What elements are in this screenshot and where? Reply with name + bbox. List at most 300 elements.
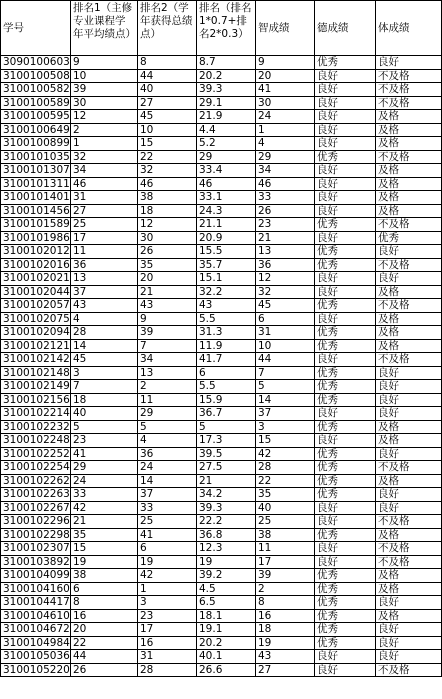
cell-rank1: 26 (71, 663, 138, 677)
cell-rank2: 36 (138, 447, 197, 461)
table-row (1, 663, 442, 677)
cell-physical-score: 良好 (376, 407, 442, 421)
table-row (1, 488, 442, 502)
cell-intellect-score: 41 (256, 83, 315, 97)
cell-rank1: 40 (71, 407, 138, 421)
cell-combined-rank: 26.6 (197, 663, 256, 677)
cell-moral-score: 优秀 (315, 299, 376, 313)
table-row (1, 299, 442, 313)
cell-intellect-score: 23 (256, 218, 315, 232)
table-row (1, 515, 442, 529)
cell-moral-score: 优秀 (315, 582, 376, 596)
cell-combined-rank: 5 (197, 420, 256, 434)
cell-student-id: 3100102248 (1, 434, 71, 448)
cell-student-id: 3100100582 (1, 83, 71, 97)
cell-moral-score: 良好 (315, 137, 376, 151)
cell-combined-rank: 36.7 (197, 407, 256, 421)
cell-physical-score: 不及格 (376, 353, 442, 367)
cell-physical-score: 良好 (376, 56, 442, 70)
table-row (1, 218, 442, 232)
cell-rank1: 19 (71, 555, 138, 569)
cell-combined-rank: 31.3 (197, 326, 256, 340)
cell-student-id: 3100102121 (1, 339, 71, 353)
table-row (1, 555, 442, 569)
cell-student-id: 3100102254 (1, 461, 71, 475)
cell-rank1: 4 (71, 312, 138, 326)
cell-intellect-score: 34 (256, 164, 315, 178)
cell-student-id: 3100100649 (1, 123, 71, 137)
cell-intellect-score: 31 (256, 326, 315, 340)
cell-moral-score: 优秀 (315, 488, 376, 502)
header-rank1: 排名1（主修专业课程学年平均绩点） (71, 1, 138, 56)
cell-rank1: 15 (71, 542, 138, 556)
cell-rank2: 1 (138, 582, 197, 596)
cell-rank1: 34 (71, 164, 138, 178)
cell-combined-rank: 39.5 (197, 447, 256, 461)
cell-rank2: 28 (138, 663, 197, 677)
cell-rank2: 10 (138, 123, 197, 137)
cell-student-id: 3100104672 (1, 623, 71, 637)
table-body (1, 56, 442, 677)
cell-moral-score: 良好 (315, 164, 376, 178)
table-row (1, 461, 442, 475)
cell-intellect-score: 45 (256, 299, 315, 313)
cell-moral-score: 优秀 (315, 609, 376, 623)
cell-rank1: 43 (71, 299, 138, 313)
cell-intellect-score: 42 (256, 447, 315, 461)
cell-combined-rank: 19.1 (197, 623, 256, 637)
cell-intellect-score: 39 (256, 569, 315, 583)
cell-intellect-score: 44 (256, 353, 315, 367)
cell-intellect-score: 36 (256, 258, 315, 272)
cell-intellect-score: 21 (256, 231, 315, 245)
cell-student-id: 3100101307 (1, 164, 71, 178)
cell-combined-rank: 5.5 (197, 380, 256, 394)
cell-moral-score: 优秀 (315, 447, 376, 461)
table-row (1, 231, 442, 245)
cell-moral-score: 良好 (315, 542, 376, 556)
cell-rank2: 44 (138, 69, 197, 83)
cell-moral-score: 优秀 (315, 623, 376, 637)
cell-rank1: 20 (71, 623, 138, 637)
cell-combined-rank: 15.1 (197, 272, 256, 286)
table-row (1, 407, 442, 421)
cell-intellect-score: 27 (256, 663, 315, 677)
cell-intellect-score: 25 (256, 515, 315, 529)
table-row (1, 569, 442, 583)
cell-intellect-score: 16 (256, 609, 315, 623)
cell-rank1: 39 (71, 83, 138, 97)
cell-moral-score: 良好 (315, 353, 376, 367)
table-row (1, 542, 442, 556)
cell-intellect-score: 40 (256, 501, 315, 515)
header-moral-score: 德成绩 (315, 1, 376, 56)
cell-intellect-score: 13 (256, 245, 315, 259)
cell-intellect-score: 37 (256, 407, 315, 421)
cell-moral-score: 良好 (315, 434, 376, 448)
table-row (1, 393, 442, 407)
cell-combined-rank: 34.2 (197, 488, 256, 502)
cell-student-id: 3100104610 (1, 609, 71, 623)
table-row (1, 56, 442, 70)
cell-intellect-score: 8 (256, 596, 315, 610)
cell-moral-score: 良好 (315, 110, 376, 124)
cell-combined-rank: 11.9 (197, 339, 256, 353)
cell-physical-score: 不及格 (376, 96, 442, 110)
cell-rank1: 37 (71, 285, 138, 299)
cell-moral-score: 良好 (315, 204, 376, 218)
cell-rank1: 12 (71, 110, 138, 124)
cell-intellect-score: 26 (256, 204, 315, 218)
cell-moral-score: 优秀 (315, 326, 376, 340)
header-intellect-score: 智成绩 (256, 1, 315, 56)
cell-moral-score: 良好 (315, 69, 376, 83)
cell-combined-rank: 35.7 (197, 258, 256, 272)
cell-rank1: 33 (71, 488, 138, 502)
cell-rank2: 30 (138, 231, 197, 245)
cell-physical-score: 及格 (376, 582, 442, 596)
cell-rank1: 22 (71, 636, 138, 650)
cell-physical-score: 不及格 (376, 258, 442, 272)
cell-moral-score: 良好 (315, 501, 376, 515)
header-rank2: 排名2（学年获得总绩点） (138, 1, 197, 56)
cell-combined-rank: 15.5 (197, 245, 256, 259)
cell-intellect-score: 20 (256, 69, 315, 83)
table-row (1, 380, 442, 394)
cell-student-id: 3100102012 (1, 245, 71, 259)
cell-moral-score: 良好 (315, 515, 376, 529)
cell-moral-score: 优秀 (315, 461, 376, 475)
table-row (1, 650, 442, 664)
table-row (1, 245, 442, 259)
cell-physical-score: 不及格 (376, 69, 442, 83)
cell-student-id: 3100101456 (1, 204, 71, 218)
cell-physical-score: 优秀 (376, 231, 442, 245)
cell-physical-score: 良好 (376, 393, 442, 407)
cell-combined-rank: 41.7 (197, 353, 256, 367)
cell-rank1: 38 (71, 569, 138, 583)
cell-rank1: 21 (71, 515, 138, 529)
cell-rank2: 16 (138, 636, 197, 650)
table-row (1, 164, 442, 178)
cell-rank2: 4 (138, 434, 197, 448)
cell-student-id: 3100104099 (1, 569, 71, 583)
cell-rank1: 3 (71, 366, 138, 380)
cell-physical-score: 良好 (376, 596, 442, 610)
cell-combined-rank: 21 (197, 474, 256, 488)
cell-student-id: 3100100508 (1, 69, 71, 83)
cell-rank2: 20 (138, 272, 197, 286)
cell-combined-rank: 33.1 (197, 191, 256, 205)
cell-intellect-score: 19 (256, 636, 315, 650)
table-row (1, 636, 442, 650)
cell-moral-score: 优秀 (315, 636, 376, 650)
table-row (1, 366, 442, 380)
cell-physical-score: 良好 (376, 501, 442, 515)
cell-physical-score: 及格 (376, 110, 442, 124)
cell-student-id: 3100102252 (1, 447, 71, 461)
cell-rank2: 22 (138, 150, 197, 164)
cell-intellect-score: 11 (256, 542, 315, 556)
cell-rank2: 33 (138, 501, 197, 515)
header-combined-rank: 排名（排名1*0.7+排名2*0.3） (197, 1, 256, 56)
cell-rank1: 6 (71, 582, 138, 596)
cell-rank2: 7 (138, 339, 197, 353)
cell-rank1: 9 (71, 56, 138, 70)
cell-combined-rank: 24.3 (197, 204, 256, 218)
header-row (1, 1, 442, 56)
table-row (1, 272, 442, 286)
cell-student-id: 3100102057 (1, 299, 71, 313)
cell-rank1: 35 (71, 528, 138, 542)
table-row (1, 326, 442, 340)
cell-student-id: 3100102232 (1, 420, 71, 434)
cell-intellect-score: 2 (256, 582, 315, 596)
cell-rank2: 29 (138, 407, 197, 421)
cell-physical-score: 及格 (376, 191, 442, 205)
cell-rank2: 9 (138, 312, 197, 326)
cell-combined-rank: 36.8 (197, 528, 256, 542)
cell-physical-score: 良好 (376, 636, 442, 650)
cell-moral-score: 良好 (315, 312, 376, 326)
cell-physical-score: 及格 (376, 474, 442, 488)
cell-physical-score: 不及格 (376, 515, 442, 529)
cell-intellect-score: 12 (256, 272, 315, 286)
header-student-id: 学号 (1, 1, 71, 56)
cell-combined-rank: 39.3 (197, 501, 256, 515)
cell-physical-score: 良好 (376, 366, 442, 380)
cell-student-id: 3100100595 (1, 110, 71, 124)
cell-rank2: 21 (138, 285, 197, 299)
cell-student-id: 3100101589 (1, 218, 71, 232)
cell-intellect-score: 15 (256, 434, 315, 448)
cell-rank2: 19 (138, 555, 197, 569)
cell-combined-rank: 39.3 (197, 83, 256, 97)
cell-rank1: 8 (71, 596, 138, 610)
table-row (1, 353, 442, 367)
cell-combined-rank: 6.5 (197, 596, 256, 610)
cell-student-id: 3100102214 (1, 407, 71, 421)
cell-combined-rank: 32.2 (197, 285, 256, 299)
cell-physical-score: 及格 (376, 339, 442, 353)
cell-combined-rank: 20.2 (197, 636, 256, 650)
cell-combined-rank: 19 (197, 555, 256, 569)
cell-rank1: 46 (71, 177, 138, 191)
cell-intellect-score: 35 (256, 488, 315, 502)
cell-physical-score: 及格 (376, 164, 442, 178)
table-row (1, 420, 442, 434)
cell-student-id: 3100102044 (1, 285, 71, 299)
cell-physical-score: 不及格 (376, 555, 442, 569)
cell-student-id: 3100104417 (1, 596, 71, 610)
cell-moral-score: 优秀 (315, 474, 376, 488)
cell-physical-score: 不及格 (376, 663, 442, 677)
cell-combined-rank: 27.5 (197, 461, 256, 475)
table-row (1, 609, 442, 623)
cell-rank1: 2 (71, 123, 138, 137)
cell-rank2: 41 (138, 528, 197, 542)
cell-rank1: 17 (71, 231, 138, 245)
cell-moral-score: 优秀 (315, 258, 376, 272)
cell-rank1: 41 (71, 447, 138, 461)
cell-physical-score: 良好 (376, 650, 442, 664)
cell-rank2: 39 (138, 326, 197, 340)
cell-physical-score: 良好 (376, 447, 442, 461)
cell-physical-score: 及格 (376, 312, 442, 326)
cell-rank2: 2 (138, 380, 197, 394)
table-row (1, 501, 442, 515)
cell-rank2: 38 (138, 191, 197, 205)
cell-combined-rank: 20.2 (197, 69, 256, 83)
cell-intellect-score: 28 (256, 461, 315, 475)
cell-rank2: 34 (138, 353, 197, 367)
cell-combined-rank: 20.9 (197, 231, 256, 245)
cell-combined-rank: 18.1 (197, 609, 256, 623)
cell-rank2: 27 (138, 96, 197, 110)
cell-student-id: 3100102142 (1, 353, 71, 367)
table-row (1, 83, 442, 97)
cell-rank2: 18 (138, 204, 197, 218)
cell-combined-rank: 43 (197, 299, 256, 313)
cell-student-id: 3100100899 (1, 137, 71, 151)
cell-rank2: 8 (138, 56, 197, 70)
cell-physical-score: 及格 (376, 123, 442, 137)
cell-combined-rank: 29 (197, 150, 256, 164)
table-row (1, 123, 442, 137)
cell-rank1: 10 (71, 69, 138, 83)
table-row (1, 258, 442, 272)
header-physical-score: 体成绩 (376, 1, 442, 56)
cell-rank1: 23 (71, 434, 138, 448)
cell-student-id: 3100103892 (1, 555, 71, 569)
cell-combined-rank: 17.3 (197, 434, 256, 448)
table-row (1, 596, 442, 610)
cell-moral-score: 优秀 (315, 366, 376, 380)
table-row (1, 447, 442, 461)
cell-rank2: 14 (138, 474, 197, 488)
cell-moral-score: 良好 (315, 285, 376, 299)
table-row (1, 191, 442, 205)
cell-physical-score: 不及格 (376, 299, 442, 313)
cell-physical-score: 不及格 (376, 83, 442, 97)
cell-combined-rank: 39.2 (197, 569, 256, 583)
table-row (1, 434, 442, 448)
cell-rank2: 37 (138, 488, 197, 502)
cell-rank2: 45 (138, 110, 197, 124)
cell-moral-score: 优秀 (315, 420, 376, 434)
cell-intellect-score: 38 (256, 528, 315, 542)
cell-moral-score: 优秀 (315, 596, 376, 610)
cell-rank2: 46 (138, 177, 197, 191)
cell-student-id: 3100102296 (1, 515, 71, 529)
cell-rank2: 24 (138, 461, 197, 475)
cell-student-id: 3100102021 (1, 272, 71, 286)
cell-rank2: 13 (138, 366, 197, 380)
cell-intellect-score: 43 (256, 650, 315, 664)
cell-intellect-score: 30 (256, 96, 315, 110)
cell-rank1: 11 (71, 245, 138, 259)
cell-rank2: 5 (138, 420, 197, 434)
cell-moral-score: 良好 (315, 663, 376, 677)
cell-rank2: 17 (138, 623, 197, 637)
cell-moral-score: 优秀 (315, 380, 376, 394)
cell-rank1: 36 (71, 258, 138, 272)
cell-moral-score: 良好 (315, 407, 376, 421)
cell-student-id: 3090100603 (1, 56, 71, 70)
cell-intellect-score: 17 (256, 555, 315, 569)
cell-rank1: 29 (71, 461, 138, 475)
cell-physical-score: 良好 (376, 272, 442, 286)
cell-rank1: 18 (71, 393, 138, 407)
cell-intellect-score: 5 (256, 380, 315, 394)
cell-rank1: 5 (71, 420, 138, 434)
cell-moral-score: 优秀 (315, 245, 376, 259)
cell-student-id: 3100104160 (1, 582, 71, 596)
cell-physical-score: 及格 (376, 204, 442, 218)
cell-physical-score: 良好 (376, 488, 442, 502)
cell-intellect-score: 22 (256, 474, 315, 488)
table-header (1, 1, 442, 56)
cell-rank2: 26 (138, 245, 197, 259)
cell-rank2: 43 (138, 299, 197, 313)
cell-intellect-score: 33 (256, 191, 315, 205)
cell-student-id: 3100101035 (1, 150, 71, 164)
cell-rank2: 42 (138, 569, 197, 583)
cell-combined-rank: 22.2 (197, 515, 256, 529)
table-row (1, 474, 442, 488)
cell-rank1: 24 (71, 474, 138, 488)
cell-physical-score: 良好 (376, 245, 442, 259)
cell-rank2: 35 (138, 258, 197, 272)
cell-rank1: 32 (71, 150, 138, 164)
cell-rank1: 31 (71, 191, 138, 205)
cell-rank1: 13 (71, 272, 138, 286)
cell-rank2: 6 (138, 542, 197, 556)
cell-rank1: 45 (71, 353, 138, 367)
cell-intellect-score: 46 (256, 177, 315, 191)
cell-rank1: 14 (71, 339, 138, 353)
cell-combined-rank: 21.1 (197, 218, 256, 232)
cell-combined-rank: 46 (197, 177, 256, 191)
cell-intellect-score: 9 (256, 56, 315, 70)
cell-student-id: 3100101401 (1, 191, 71, 205)
cell-student-id: 3100102267 (1, 501, 71, 515)
cell-combined-rank: 29.1 (197, 96, 256, 110)
cell-intellect-score: 32 (256, 285, 315, 299)
cell-physical-score: 不及格 (376, 542, 442, 556)
cell-combined-rank: 15.9 (197, 393, 256, 407)
cell-physical-score: 不及格 (376, 461, 442, 475)
cell-student-id: 3100105220 (1, 663, 71, 677)
cell-physical-score: 及格 (376, 434, 442, 448)
cell-physical-score: 不及格 (376, 218, 442, 232)
cell-intellect-score: 4 (256, 137, 315, 151)
table-row (1, 150, 442, 164)
cell-physical-score: 及格 (376, 137, 442, 151)
cell-physical-score: 及格 (376, 528, 442, 542)
cell-rank2: 32 (138, 164, 197, 178)
cell-rank1: 27 (71, 204, 138, 218)
cell-intellect-score: 18 (256, 623, 315, 637)
table-row (1, 69, 442, 83)
cell-rank2: 31 (138, 650, 197, 664)
cell-intellect-score: 14 (256, 393, 315, 407)
cell-rank1: 42 (71, 501, 138, 515)
cell-moral-score: 良好 (315, 191, 376, 205)
cell-student-id: 3100105036 (1, 650, 71, 664)
cell-combined-rank: 8.7 (197, 56, 256, 70)
cell-student-id: 3100102094 (1, 326, 71, 340)
